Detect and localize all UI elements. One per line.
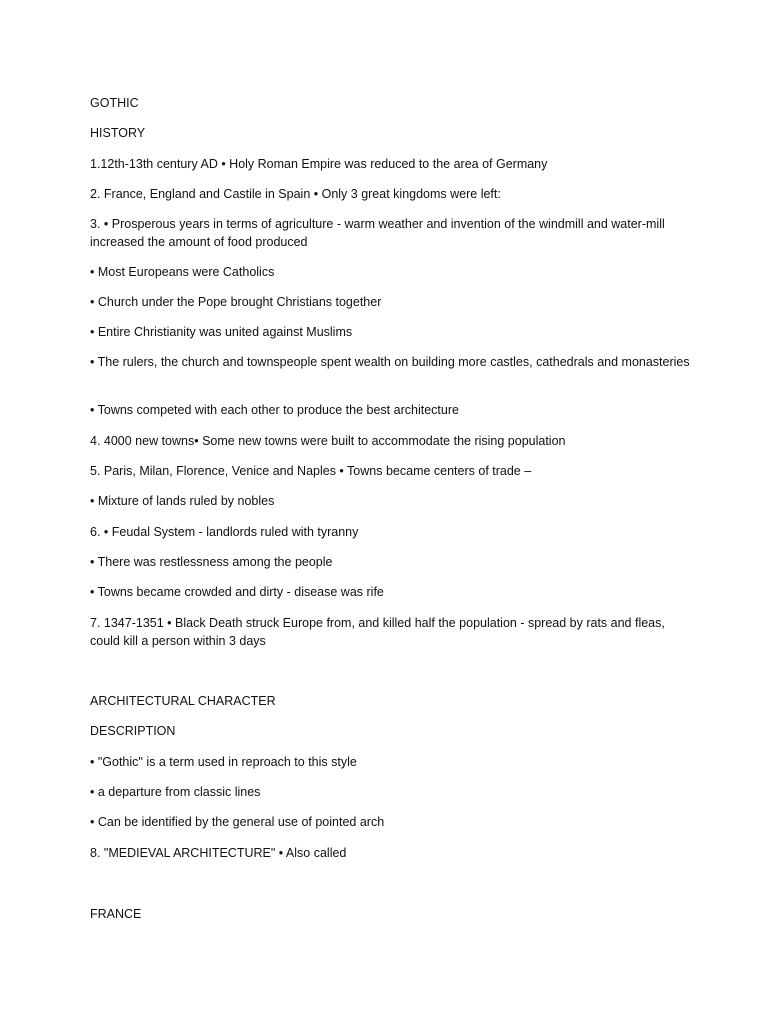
paragraph: • Entire Christianity was united against Muslims: [90, 325, 353, 339]
paragraph: 4. 4000 new towns• Some new towns were built to accommodate the rising population: [90, 434, 566, 448]
heading-france: FRANCE: [90, 907, 142, 921]
paragraph: 2. France, England and Castile in Spain • Only 3 great kingdoms were left:: [90, 187, 501, 201]
paragraph: 6. • Feudal System - landlords ruled with tyranny: [90, 525, 359, 539]
paragraph: • The rulers, the church and townspeople spent wealth on building more castles, cathedrals and monasteries: [90, 355, 690, 369]
paragraph: • Towns became crowded and dirty - disease was rife: [90, 585, 384, 599]
paragraph: • Can be identified by the general use of pointed arch: [90, 815, 385, 829]
paragraph: • a departure from classic lines: [90, 785, 261, 799]
heading-architectural-character: ARCHITECTURAL CHARACTER: [90, 694, 276, 708]
paragraph: 1.12th-13th century AD • Holy Roman Empire was reduced to the area of Germany: [90, 157, 548, 171]
paragraph: • Church under the Pope brought Christians together: [90, 295, 382, 309]
paragraph: 5. Paris, Milan, Florence, Venice and Naples • Towns became centers of trade –: [90, 464, 532, 478]
heading-gothic: GOTHIC: [90, 96, 139, 110]
heading-description: DESCRIPTION: [90, 724, 176, 738]
paragraph: 3. • Prosperous years in terms of agriculture - warm weather and invention of the windmill and water-mill increased the amount of food produced: [90, 217, 665, 249]
paragraph: • Towns competed with each other to produce the best architecture: [90, 403, 459, 417]
heading-history: HISTORY: [90, 126, 146, 140]
paragraph: • Most Europeans were Catholics: [90, 265, 275, 279]
paragraph: • There was restlessness among the people: [90, 555, 333, 569]
paragraph: 7. 1347-1351 • Black Death struck Europe from, and killed half the population - spread by rats and fleas, could kill a person within 3 days: [90, 616, 665, 648]
paragraph: • Mixture of lands ruled by nobles: [90, 494, 275, 508]
paragraph: • "Gothic" is a term used in reproach to this style: [90, 755, 357, 769]
paragraph: 8. "MEDIEVAL ARCHITECTURE" • Also called: [90, 846, 347, 860]
